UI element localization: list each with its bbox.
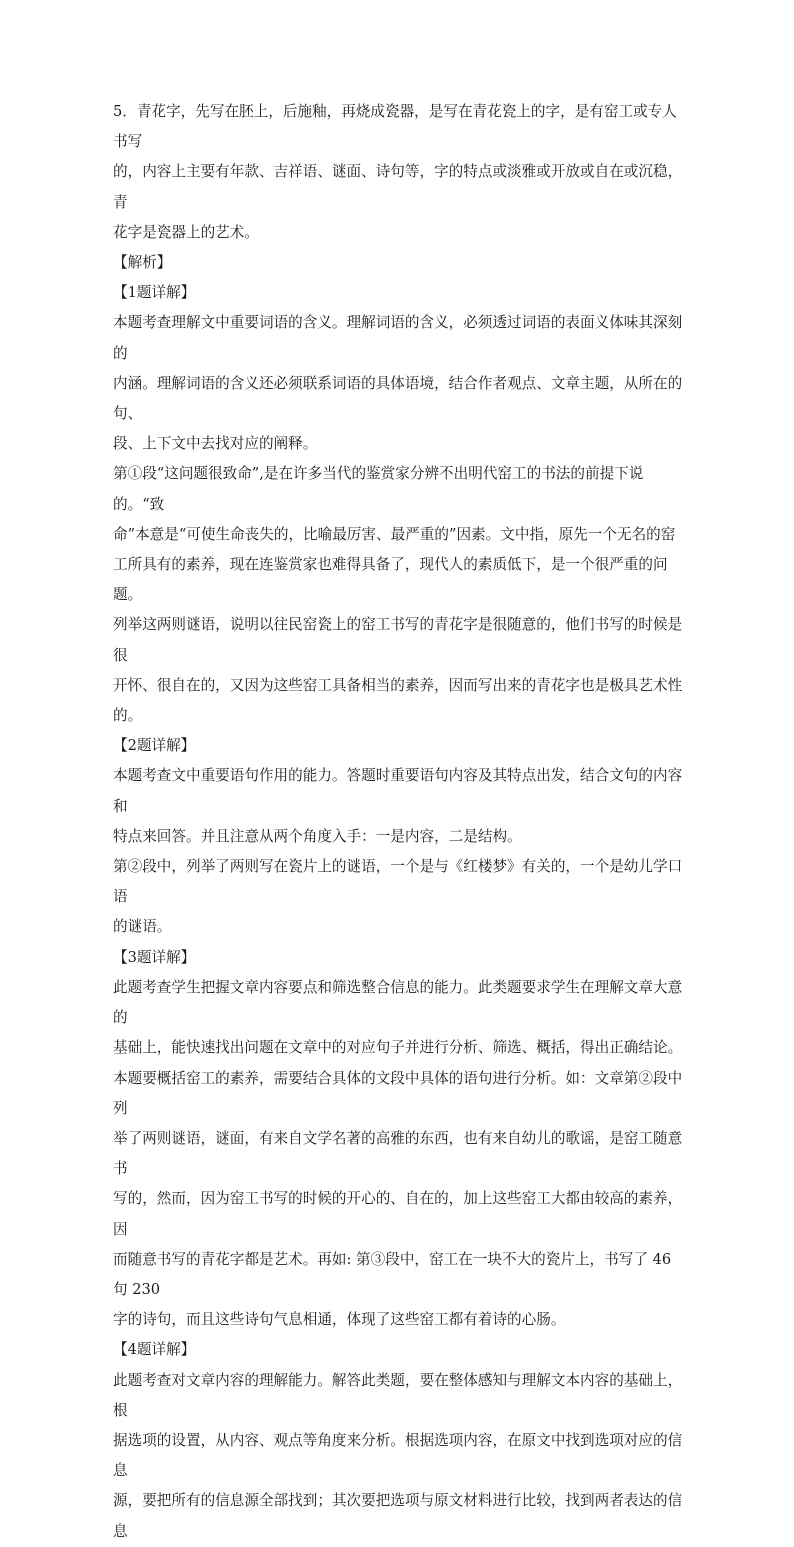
question-2-explanation-paragraph: 第②段中，列举了两则写在瓷片上的谜语，一个是与《红楼梦》有关的，一个是幼儿学口语 的谜语。 bbox=[113, 858, 683, 936]
question-4-heading: 【4题详解】 bbox=[113, 1341, 196, 1359]
question-1-explanation-paragraph: 第①段“这问题很致命”,是在许多当代的鉴赏家分辨不出明代窑工的书法的前提下说的。“致 命”本意是“可使生命丧失的，比喻最厉害、最严重的”因素。文中指，原先一个无名的窑 工所具有的素养，现在连鉴赏家也难得具备了，现代人的素质低下，是一个很严重的问题。 bbox=[113, 465, 676, 604]
analysis-heading: 【解析】 bbox=[113, 254, 172, 272]
question-3-intro-paragraph: 此题考查学生把握文章内容要点和筛选整合信息的能力。此类题要求学生在理解文章大意的 基础上，能快速找出问题在文章中的对应句子并进行分析、筛选、概括，得出正确结论。 bbox=[113, 978, 683, 1057]
answer-5-paragraph: 5．青花字，先写在胚上，后施釉，再烧成瓷器，是写在青花瓷上的字，是有窑工或专人书写 的，内容上主要有年款、吉祥语、谜面、诗句等，字的特点或淡雅或开放或自在或沉稳，青 花字是瓷器上的艺术。 bbox=[113, 103, 683, 241]
question-4-intro-paragraph: 此题考查对文章内容的理解能力。解答此类题，要在整体感知与理解文本内容的基础上，根 据选项的设置，从内容、观点等角度来分析。根据选项内容，在原文中找到选项对应的信息 源，要把所有的信息源全部找到；其次要把选项与原文材料进行比较，找到两者表达的信息 bbox=[113, 1371, 683, 1540]
question-3-heading: 【3题详解】 bbox=[113, 948, 196, 966]
question-2-intro-paragraph: 本题考查文中重要语句作用的能力。答题时重要语句内容及其特点出发，结合文句的内容和 特点来回答。并且注意从两个角度入手：一是内容，二是结构。 bbox=[113, 767, 683, 845]
question-1-heading: 【1题详解】 bbox=[113, 284, 196, 302]
question-2-heading: 【2题详解】 bbox=[113, 737, 196, 755]
question-3-explanation-paragraph: 本题要概括窑工的素养，需要结合具体的文段中具体的语句进行分析。如：文章第②段中列 举了两则谜语，谜面，有来自文学名著的高雅的东西，也有来自幼儿的歌谣，是窑工随意书 写的，然而，因为窑工书写的时候的开心的、自在的，加上这些窑工大都由较高的素养，因 而随意书写的青花字都是艺术。再如: 第③段中，窑工在一块不大的瓷片上，书写了 46 句 230 字的诗句，而且这些诗句气息相通，体现了这些窑工都有着诗的心肠。 bbox=[113, 1069, 683, 1329]
question-1-intro-paragraph: 本题考查理解文中重要词语的含义。理解词语的含义，必须透过词语的表面义体味其深刻的 内涵。理解词语的含义还必须联系词语的具体语境，结合作者观点、文章主题，从所在的句、 段、上下文中去找对应的阐释。 bbox=[113, 314, 683, 453]
document-page bbox=[113, 97, 683, 1547]
question-1-riddle-paragraph: 列举这两则谜语，说明以往民窑瓷上的窑工书写的青花字是很随意的，他们书写的时候是很 开怀、很自在的，又因为这些窑工具备相当的素养，因而写出来的青花字也是极具艺术性的。 bbox=[113, 616, 683, 725]
